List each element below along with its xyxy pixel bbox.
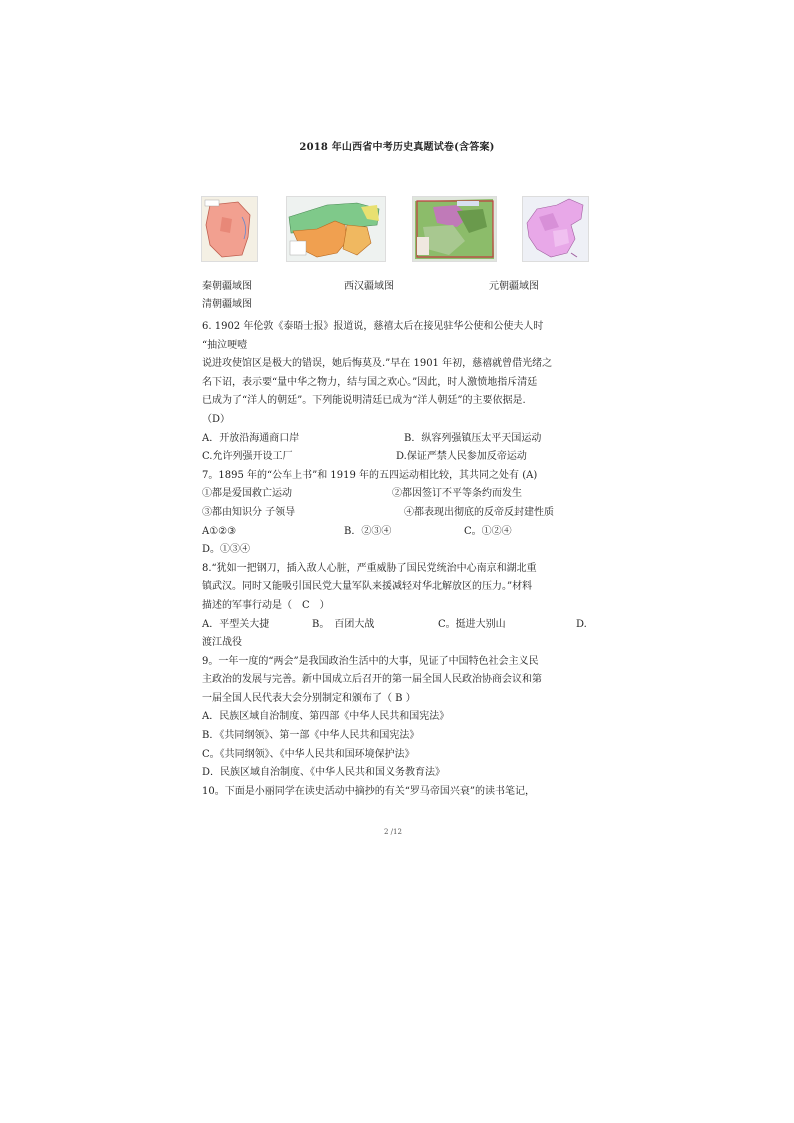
statement-4: ④都表现出彻底的反帝反封建性质 [404,506,554,518]
question-6 [202,318,602,467]
questions-body [202,318,602,801]
option-a: A．平型关大捷 [202,618,270,630]
option-d: D。①③④ [202,544,251,556]
question-text: 描述的军事行动是（ C ） [202,599,330,611]
option-a: A．开放沿海通商口岸 [202,432,300,444]
option-d-text: 渡江战役 [202,637,242,649]
question-10 [202,783,602,802]
question-text: 一届全国人民代表大会分别制定和颁布了（ B ） [202,692,416,704]
question-text: 8.“犹如一把钢刀，插入敌人心脏，严重威胁了国民党统治中心南京和湖北重 [202,562,537,574]
question-text: 已成为了“洋人的朝廷”。下列能说明清廷已成为“洋人朝廷”的主要依据是. [202,395,526,407]
map-caption-qing: 清朝疆域图 [202,299,252,310]
question-text: “抽泣哽噎 [202,339,248,351]
question-text: 9。一年一度的“两会”是我国政治生活中的大事，见证了中国特色社会主义民 [202,655,539,667]
option-a: A．民族区域自治制度、第四部《中华人民共和国宪法》 [202,711,450,723]
statement-1: ①都是爱国救亡运动 [202,488,292,500]
document-title: 2018 年山西省中考历史真题试卷(含答案) [299,142,495,153]
option-c: C.允许列强开设工厂 [202,451,293,463]
western-han-map-image [286,196,386,262]
qing-map-image [522,196,589,262]
question-text: 主政治的发展与完善。新中国成立后召开的第一届全国人民政治协商会议和第 [202,674,542,686]
qin-map-image [201,196,258,262]
option-d: D．民族区域自治制度、《中华人民共和国义务教育法》 [202,767,446,779]
options-row [202,523,602,542]
page-number: 2 /12 [384,828,402,836]
option-c: C。挺进大别山 [438,618,506,630]
question-text: 10。下面是小丽同学在读史活动中摘抄的有关“罗马帝国兴衰”的读书笔记， [202,785,535,797]
question-text: 说进攻使馆区是极大的错误，她后悔莫及.”早在 1901 年初，慈禧就曾借光绪之 [202,358,553,370]
map-caption-western-han: 西汉疆域图 [344,281,394,292]
question-text: 7。1895 年的“公车上书”和 1919 年的五四运动相比较，其共同之处有 (A) [202,469,538,481]
yuan-map-image [412,196,497,262]
map-caption-qin: 秦朝疆域图 [202,281,252,292]
options-row [202,616,602,635]
option-c: C。《共同纲领》、《中华人民共和国环境保护法》 [202,748,415,760]
options-row [202,430,602,449]
option-b: B．《共同纲领》、第一部《中华人民共和国宪法》 [202,730,420,742]
map-caption-yuan: 元朝疆域图 [489,281,539,292]
question-8 [202,560,602,653]
option-b: B。 百团大战 [312,618,375,630]
answer-text: （D） [202,413,231,425]
statement-3: ③都由知识分 子领导 [202,506,296,518]
options-row [202,504,602,523]
option-b: B．纵容列强镇压太平天国运动 [404,432,542,444]
question-text: 镇武汉。同时又能吸引国民党大量军队来援减轻对华北解放区的压力。”材料 [202,581,533,593]
option-c: C。①②④ [464,525,512,537]
question-9 [202,653,602,783]
option-d: D.保证严禁人民参加反帝运动 [396,451,527,463]
question-text: 6. 1902 年伦敦《泰晤士报》报道说，慈禧太后在接见驻华公使和公使夫人时 [202,321,544,332]
statement-2: ②都因签订不平等条约而发生 [392,488,522,500]
option-b: B．②③④ [344,525,392,537]
question-7 [202,467,602,560]
options-row [202,448,602,467]
question-text: 名下诏，表示要“量中华之物力，结与国之欢心。”因此，时人激愤地指斥清廷 [202,376,538,388]
option-d: D. [576,618,587,630]
option-a: A①②③ [202,525,237,537]
options-row [202,485,602,504]
